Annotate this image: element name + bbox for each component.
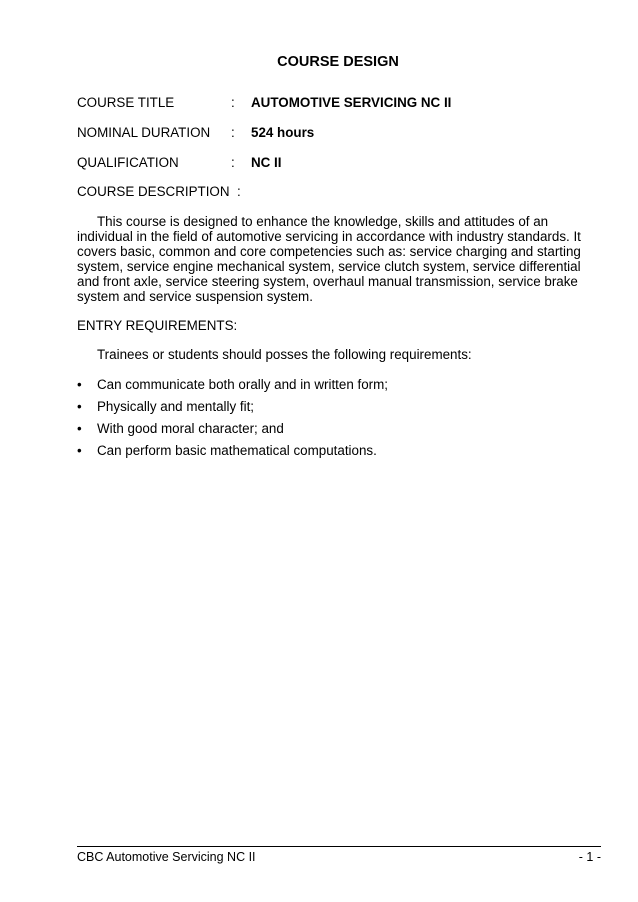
qualification-row bbox=[77, 155, 597, 173]
course-description-heading: COURSE DESCRIPTION : bbox=[77, 184, 241, 199]
course-title-colon: : bbox=[231, 95, 235, 110]
requirement-text: Can communicate both orally and in written form; bbox=[97, 377, 389, 392]
list-item bbox=[77, 421, 388, 443]
requirement-text: Can perform basic mathematical computations. bbox=[97, 443, 377, 458]
qualification-label: QUALIFICATION bbox=[77, 155, 179, 170]
course-description-paragraph: This course is designed to enhance the knowledge, skills and attitudes of an individual in the field of automotive servicing in accordance with industry standards. It covers basic, common and core competencies such as: service charging and starting system, service engine mechanical system, service clutch system, service differential and front axle, service steering system, overhaul manual transmission, service brake system and service suspension system. bbox=[77, 214, 581, 304]
list-item bbox=[77, 399, 388, 421]
bullet-icon: • bbox=[77, 421, 82, 436]
entry-requirements-intro: Trainees or students should posses the following requirements: bbox=[97, 347, 472, 362]
list-item bbox=[77, 443, 388, 465]
nominal-duration-value: 524 hours bbox=[251, 125, 315, 140]
entry-requirements-heading: ENTRY REQUIREMENTS: bbox=[77, 318, 238, 333]
requirement-text: Physically and mentally fit; bbox=[97, 399, 255, 414]
nominal-duration-label: NOMINAL DURATION bbox=[77, 125, 211, 140]
nominal-duration-colon: : bbox=[231, 125, 235, 140]
requirement-text: With good moral character; and bbox=[97, 421, 284, 436]
footer-divider bbox=[77, 846, 601, 847]
bullet-icon: • bbox=[77, 399, 82, 414]
qualification-value: NC II bbox=[251, 155, 282, 170]
nominal-duration-row bbox=[77, 125, 597, 143]
course-title-value: AUTOMOTIVE SERVICING NC II bbox=[251, 95, 452, 110]
bullet-icon: • bbox=[77, 377, 82, 392]
footer-page-number: - 1 - bbox=[578, 850, 601, 864]
requirements-list bbox=[77, 377, 388, 465]
bullet-icon: • bbox=[77, 443, 82, 458]
qualification-colon: : bbox=[231, 155, 235, 170]
course-title-row bbox=[77, 95, 597, 113]
page-title: COURSE DESIGN bbox=[277, 54, 399, 70]
list-item bbox=[77, 377, 388, 399]
course-title-label: COURSE TITLE bbox=[77, 95, 175, 110]
footer-document-name: CBC Automotive Servicing NC II bbox=[77, 850, 256, 864]
